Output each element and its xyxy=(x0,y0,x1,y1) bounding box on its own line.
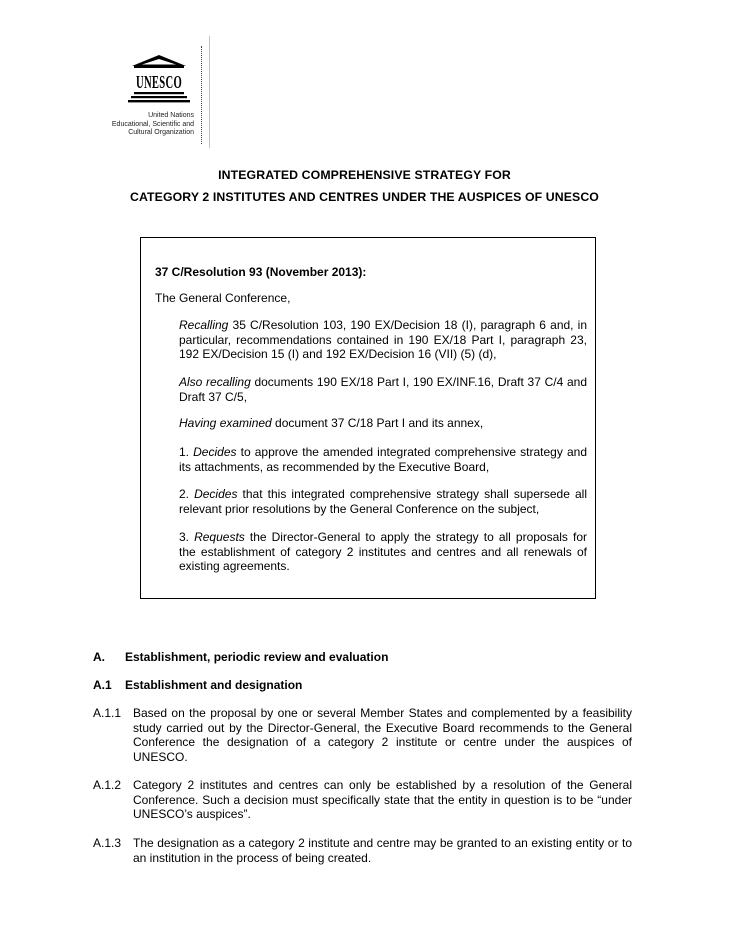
resolution-paragraph xyxy=(179,318,587,362)
section-number: A. xyxy=(93,650,105,664)
org-line-3: Cultural Organization xyxy=(128,129,194,136)
resolution-paragraph xyxy=(179,487,587,516)
paragraph-text: that this integrated comprehensive strategy shall supersede all relevant prior resolutions by the General Conference on the subject, xyxy=(179,487,587,516)
item-text: Based on the proposal by one or several Member States and complemented by a feasibility study carried out by the Director-General, the Executive Board recommends to the General Conference the designation of a category 2 institute or centre under the auspices of UNESCO. xyxy=(133,706,632,764)
paragraph-lead: Also recalling xyxy=(179,375,251,389)
org-line-2: Educational, Scientific and xyxy=(111,120,194,128)
paragraph-text: the Director-General to apply the strategy to all proposals for the establishment of category 2 institutes and centres and all renewals of existing agreements. xyxy=(179,530,588,573)
paragraph-text: to approve the amended integrated comprehensive strategy and its attachments, as recommended by the Executive Board, xyxy=(179,445,587,474)
section-heading xyxy=(93,650,388,664)
paragraph-lead: Recalling xyxy=(179,318,229,332)
resolution-paragraph xyxy=(179,375,587,404)
paragraph-text: 35 C/Resolution 103, 190 EX/Decision 18 (I), paragraph 6 and, in particular, recommendations contained in 190 EX/18 Part I, paragraph 23, 192 EX/Decision 15 (I) and 192 EX/Decision 16 (VII) (5) (d), xyxy=(179,318,587,361)
org-line-1: United Nations xyxy=(148,112,194,119)
doc-title-line-2: CATEGORY 2 INSTITUTES AND CENTRES UNDER THE AUSPICES OF UNESCO xyxy=(130,190,599,204)
subsection-number: A.1 xyxy=(93,678,112,692)
paragraph-text: document 37 C/18 Part I and its annex, xyxy=(271,416,484,430)
org-name xyxy=(92,112,194,138)
resolution-paragraph xyxy=(179,416,587,431)
resolution-box xyxy=(140,237,596,599)
paragraph-lead: Decides xyxy=(193,445,237,459)
paragraph-number: 2. xyxy=(179,487,195,501)
item-number: A.1.2 xyxy=(93,778,122,792)
section-title: Establishment, periodic review and evaluation xyxy=(125,650,389,664)
subsection-heading xyxy=(93,678,302,692)
item-text: Category 2 institutes and centres can only be established by a resolution of the General Conference. Such a decision must specifically state that the entity in question is to be “under UNESCO’s auspices”. xyxy=(133,778,632,821)
svg-text:UNESCO: UNESCO xyxy=(136,72,182,92)
resolution-paragraph xyxy=(179,445,587,474)
item-number: A.1.1 xyxy=(93,706,122,720)
dotted-divider xyxy=(201,46,202,144)
item-number: A.1.3 xyxy=(93,836,122,850)
paragraph-lead: Having examined xyxy=(179,416,272,430)
paragraph-lead: Requests xyxy=(194,530,245,544)
paragraph-lead: Decides xyxy=(194,487,238,501)
subsection-title: Establishment and designation xyxy=(125,678,303,692)
paragraph-text: documents 190 EX/18 Part I, 190 EX/INF.16, Draft 37 C/4 and Draft 37 C/5, xyxy=(179,375,588,404)
resolution-intro: The General Conference, xyxy=(155,291,291,305)
resolution-paragraph xyxy=(179,530,587,574)
vertical-divider xyxy=(209,36,210,148)
paragraph-number: 1. xyxy=(179,445,194,459)
resolution-heading: 37 C/Resolution 93 (November 2013): xyxy=(155,265,367,279)
unesco-logo xyxy=(128,54,190,106)
doc-title-line-1: INTEGRATED COMPREHENSIVE STRATEGY FOR xyxy=(218,168,511,182)
item-text: The designation as a category 2 institute and centre may be granted to an existing entity or to an institution in the process of being created. xyxy=(133,836,632,865)
paragraph-number: 3. xyxy=(179,530,195,544)
